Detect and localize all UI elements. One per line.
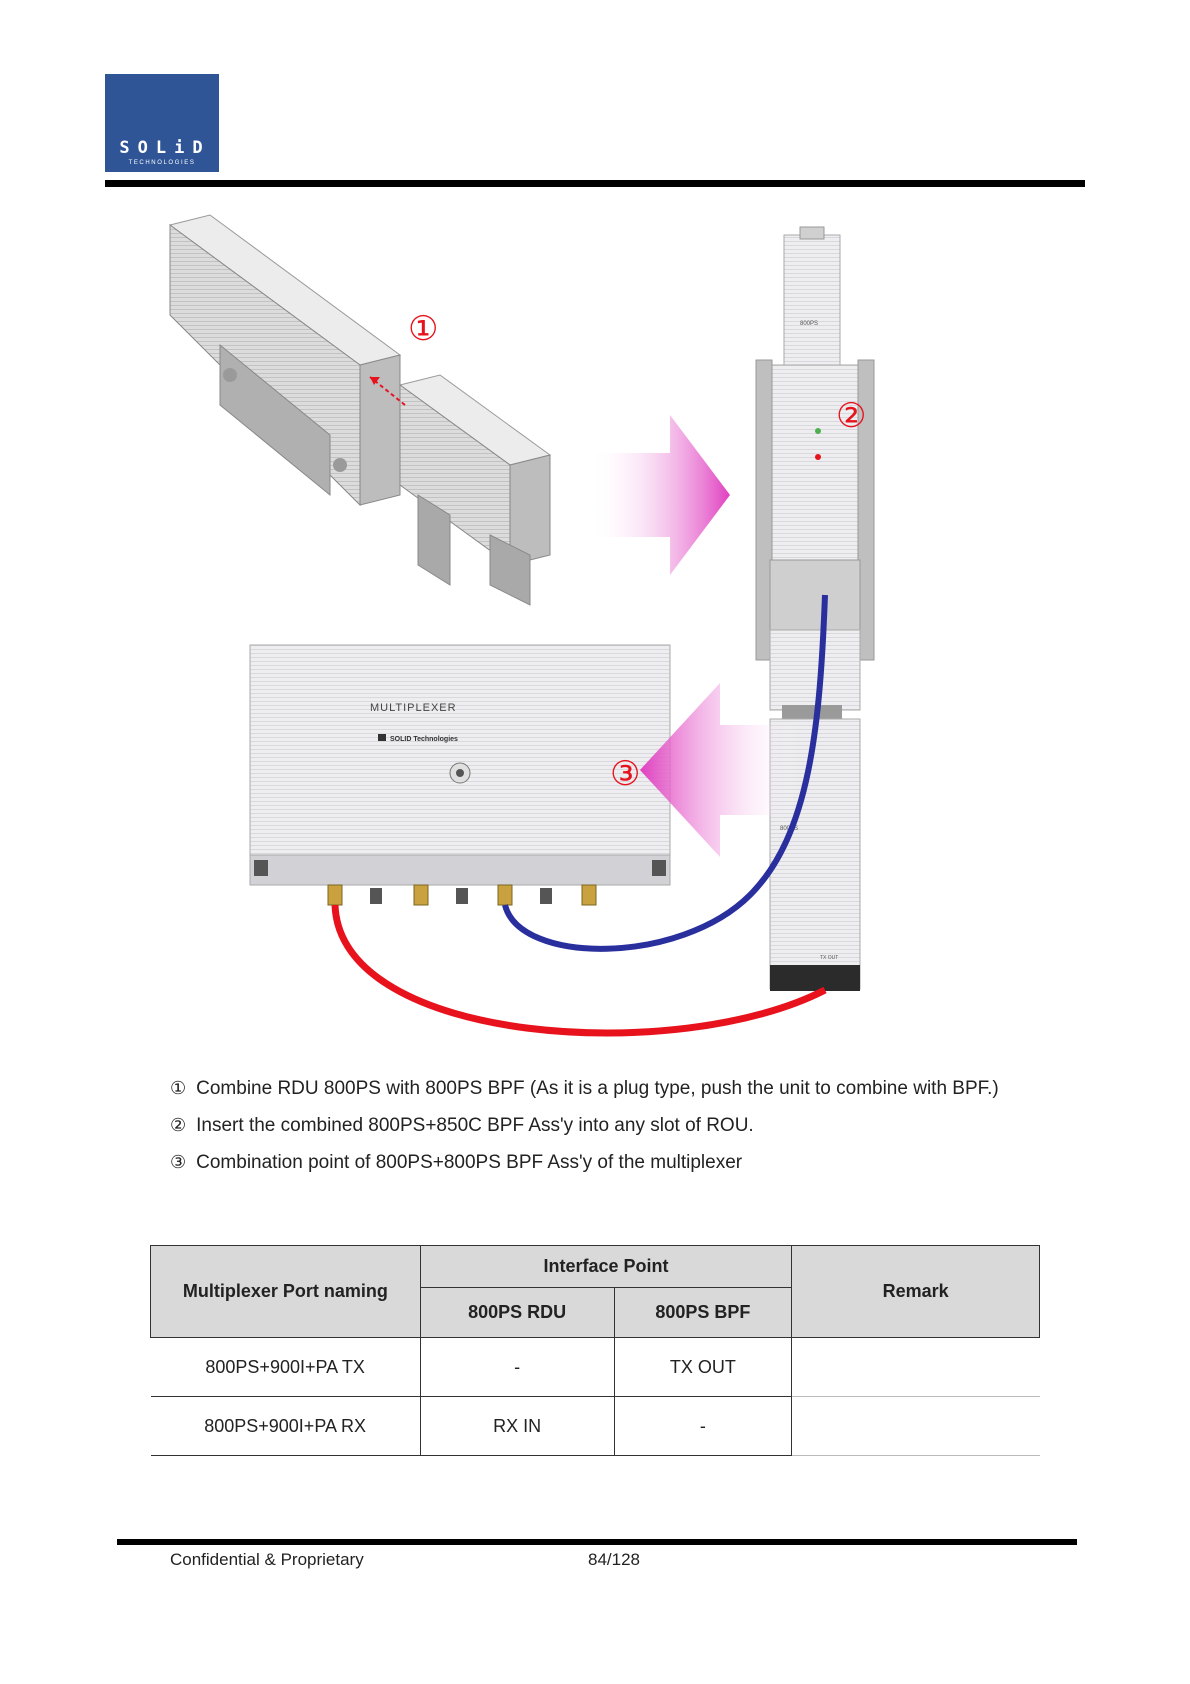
multiplexer-unit (250, 645, 670, 905)
description (170, 1070, 1020, 1181)
rdu-800ps-unit (170, 215, 400, 505)
description-item-2 (170, 1107, 1020, 1144)
table-row (151, 1397, 1040, 1456)
bpf-800ps-unit (400, 375, 550, 605)
company-logo (105, 74, 219, 172)
header-rule (105, 180, 1085, 187)
item-1-text: Combine RDU 800PS with 800PS BPF (As it is a plug type, push the unit to combine with BPF.) (196, 1078, 999, 1099)
bpf-label: 800PS (780, 826, 799, 832)
cell-port: 800PS+900I+PA TX (151, 1338, 421, 1397)
footer-confidential: Confidential & Proprietary (170, 1550, 364, 1569)
cell-bpf: - (614, 1397, 792, 1456)
cell-rdu: RX IN (420, 1397, 614, 1456)
marker-3: ③ (610, 754, 641, 794)
cell-rdu: - (420, 1338, 614, 1397)
item-1-mark: ① (170, 1078, 187, 1098)
item-2-text: Insert the combined 800PS+850C BPF Ass'y into any slot of ROU. (196, 1115, 754, 1136)
mux-title: MULTIPLEXER (370, 702, 457, 714)
bpf-port-label: TX OUT (820, 955, 839, 961)
logo-subtitle: TECHNOLOGIES (128, 160, 196, 166)
cell-bpf: TX OUT (614, 1338, 792, 1397)
header-800ps-rdu: 800PS RDU (420, 1288, 614, 1338)
marker-2: ② (836, 396, 867, 436)
marker-1: ① (408, 309, 439, 349)
item-3-text: Combination point of 800PS+800PS BPF Ass'y of the multiplexer (196, 1152, 743, 1173)
cell-remark (792, 1338, 1040, 1397)
header-remark: Remark (792, 1246, 1040, 1338)
rou-stack (756, 227, 874, 991)
description-item-3 (170, 1144, 1020, 1181)
item-2-mark: ② (170, 1115, 187, 1135)
header-interface-point: Interface Point (420, 1246, 792, 1288)
cell-remark (792, 1397, 1040, 1456)
arrow-right-icon (590, 415, 730, 575)
logo-wordmark: SOLiD (119, 138, 211, 158)
description-item-1 (170, 1070, 1020, 1107)
red-cable (335, 905, 825, 1033)
header-port-naming: Multiplexer Port naming (151, 1246, 421, 1338)
header-800ps-bpf: 800PS BPF (614, 1288, 792, 1338)
cell-port: 800PS+900I+PA RX (151, 1397, 421, 1456)
footer-rule (117, 1539, 1077, 1545)
interface-table (150, 1245, 1040, 1456)
mux-brand: SOLID Technologies (390, 736, 458, 743)
item-3-mark: ③ (170, 1152, 187, 1172)
page-number: 84/128 (588, 1550, 640, 1569)
assembly-diagram (160, 205, 920, 1065)
mux-connectors (328, 885, 596, 905)
table-row (151, 1338, 1040, 1397)
rdu-label: 800PS (800, 321, 819, 327)
